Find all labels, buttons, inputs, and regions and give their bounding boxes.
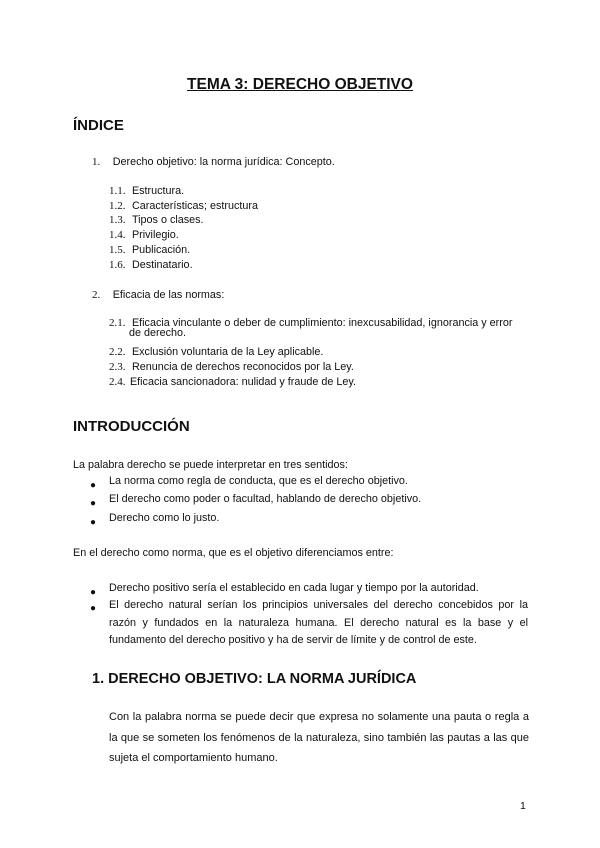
intro-paragraph-1: La palabra derecho se puede interpretar en tres sentidos: xyxy=(73,459,348,471)
index-item-number: 1.4. xyxy=(109,229,126,241)
index-item-2-1-continuation: de derecho. xyxy=(129,327,187,339)
index-item-text: Estructura. xyxy=(131,185,185,197)
index-item-number: 1.1. xyxy=(109,185,126,197)
intro-paragraph-2: En el derecho como norma, que es el objetivo diferenciamos entre: xyxy=(73,547,394,559)
index-item-1 xyxy=(92,152,335,170)
page-number: 1 xyxy=(520,800,526,812)
list-item-text: El derecho natural serían los principios universales del derecho concebidos por la razón y fundados en la naturaleza humana. El derecho natural es la base y el fundamento del derecho positivo y ha de servir de límite y de control de este. xyxy=(109,599,528,646)
index-item-number: 1.2. xyxy=(109,200,126,212)
index-item-text: Derecho objetivo: la norma jurídica: Concepto. xyxy=(112,156,335,168)
index-item-text: Características; estructura xyxy=(131,200,258,212)
index-item-2-4 xyxy=(109,372,356,390)
bullet-icon: ● xyxy=(90,498,97,509)
list-item-text: Derecho positivo sería el establecido en cada lugar y tiempo por la autoridad. xyxy=(109,582,479,594)
index-item-number: 2. xyxy=(92,289,101,301)
index-item-number: 1.6. xyxy=(109,259,126,271)
index-item-text: Eficacia sancionadora: nulidad y fraude de Ley. xyxy=(129,376,357,388)
list-item-text: La norma como regla de conducta, que es el derecho objetivo. xyxy=(109,475,408,487)
index-item-text: Exclusión voluntaria de la Ley aplicable. xyxy=(131,346,324,358)
index-item-number: 2.2. xyxy=(109,346,126,358)
document-title: TEMA 3: DERECHO OBJETIVO xyxy=(187,76,413,93)
list-item xyxy=(90,512,220,530)
bullet-icon: ● xyxy=(90,587,97,598)
bullet-icon: ● xyxy=(90,603,97,614)
index-item-number: 1.5. xyxy=(109,244,126,256)
index-item-2 xyxy=(92,285,224,303)
index-item-text: Privilegio. xyxy=(131,229,179,241)
index-item-text: Renuncia de derechos reconocidos por la Ley. xyxy=(131,361,354,373)
indice-heading: ÍNDICE xyxy=(73,117,124,134)
index-item-1-6 xyxy=(109,255,193,273)
list-item xyxy=(90,493,422,511)
introduccion-heading: INTRODUCCIÓN xyxy=(73,418,190,435)
list-item-text: Derecho como lo justo. xyxy=(109,512,220,524)
bullet-icon: ● xyxy=(90,480,97,491)
section-1-paragraph: Con la palabra norma se puede decir que expresa no solamente una pauta o regla a la que se someten los fenómenos de la naturaleza, sino también las pautas a las que sujeta el comportamiento humano. xyxy=(109,711,529,764)
index-item-text: Publicación. xyxy=(131,244,191,256)
index-item-number: 1.3. xyxy=(109,214,126,226)
index-item-text: Eficacia vinculante o deber de cumplimiento: inexcusabilidad, ignorancia y error xyxy=(131,317,513,329)
index-item-number: 2.3. xyxy=(109,361,126,373)
list-item-text: El derecho como poder o facultad, hablando de derecho objetivo. xyxy=(109,493,422,505)
list-item xyxy=(90,475,408,493)
index-item-number: 2.1. xyxy=(109,317,126,329)
section-1-heading: 1. DERECHO OBJETIVO: LA NORMA JURÍDICA xyxy=(92,671,417,687)
index-item-text: Tipos o clases. xyxy=(131,214,204,226)
list-item xyxy=(90,598,96,616)
index-item-text: Destinatario. xyxy=(131,259,193,271)
index-item-number: 1. xyxy=(92,156,101,168)
index-item-text: Eficacia de las normas: xyxy=(112,289,225,301)
bullet-icon: ● xyxy=(90,517,97,528)
index-item-number: 2.4. xyxy=(109,376,126,388)
